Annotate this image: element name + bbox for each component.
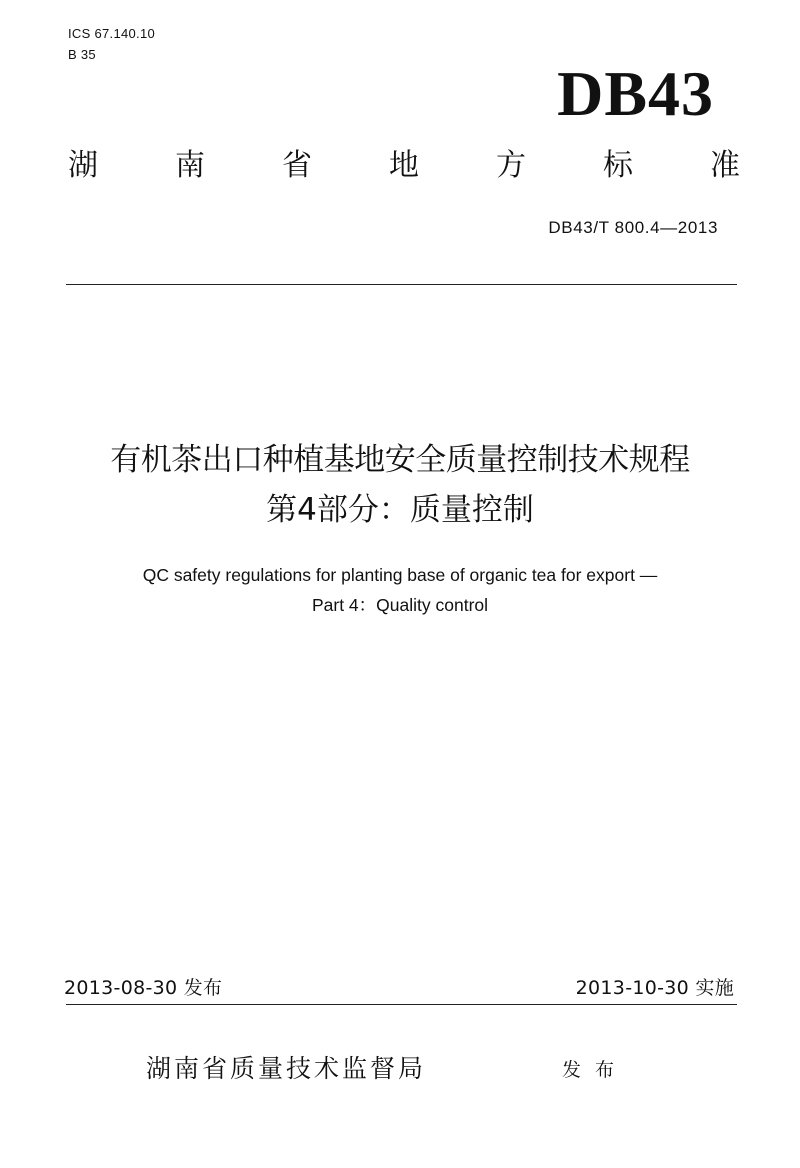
standard-type-char: 方 [496,148,526,183]
ccs-code: B 35 [68,47,96,62]
standard-number: DB43/T 800.4—2013 [548,218,718,237]
standard-type-char: 南 [175,148,205,183]
title-chinese-line1: 有机茶出口种植基地安全质量控制技术规程 [110,442,690,478]
title-chinese-line2: 第4部分：质量控制 [266,492,534,528]
implementation-date: 2013-10-30 实施 [575,977,734,999]
title-english-line1: QC safety regulations for planting base of organic tea for export — [142,565,658,585]
issue-label: 发 布 [562,1059,619,1081]
standard-type-char: 地 [389,148,419,183]
standard-type-heading [68,146,740,186]
standard-code-logo: DB43 [557,58,714,129]
ics-code: ICS 67.140.10 [68,26,156,41]
standard-type-char: 省 [282,148,312,183]
title-english-line2: Part 4：Quality control [311,595,489,615]
standard-type-char: 湖 [68,148,98,183]
bottom-divider [66,1004,737,1005]
issuing-authority: 湖南省质量技术监督局 [146,1054,427,1083]
top-divider [66,284,737,285]
standard-type-char: 准 [710,148,740,183]
standard-type-char: 标 [603,148,633,183]
issue-date: 2013-08-30 发布 [64,977,223,999]
